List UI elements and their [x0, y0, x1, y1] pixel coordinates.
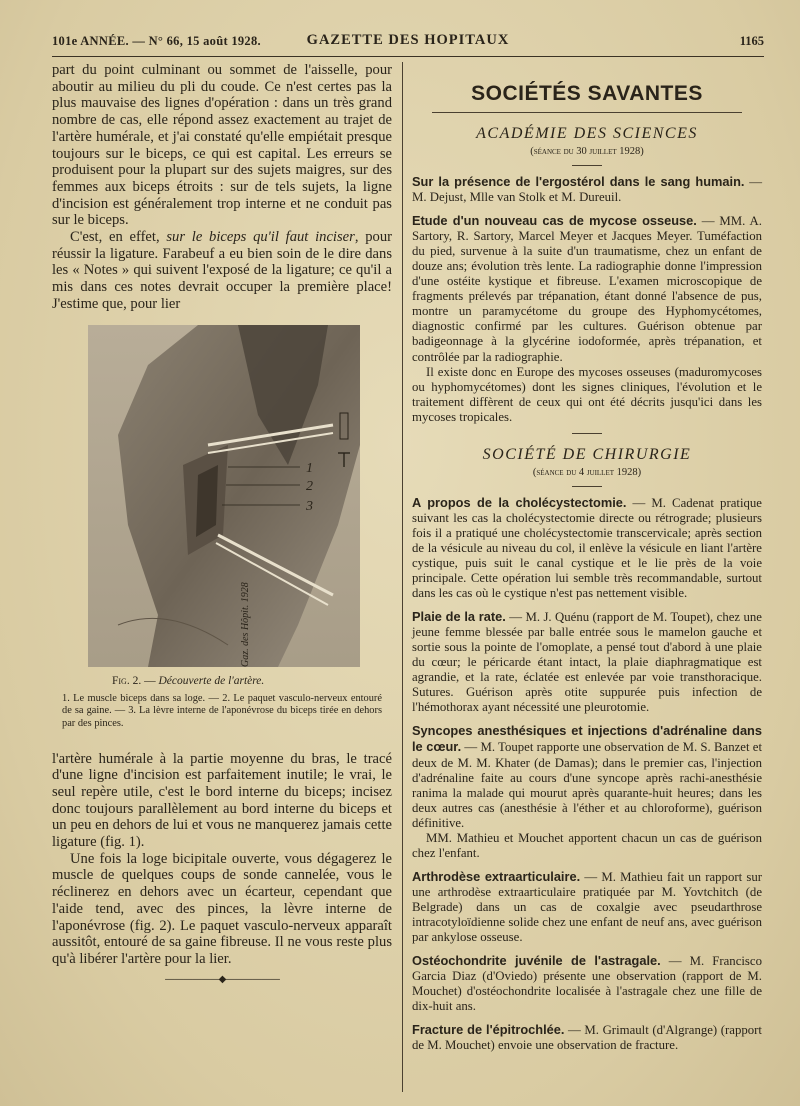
academie-item: Sur la présence de l'ergostérol dans le sang humain. — M. Dejust, Mlle van Stolk et M. Dureuil. [412, 174, 762, 205]
academie-item: Etude d'un nouveau cas de mycose osseuse. — MM. A. Sartory, R. Sartory, Marcel Meyer et Jacques Meyer. Tuméfaction du pied, survenue à la suite d'un traumatisme, chez un enfant de douze ans; évolution très lente. La radiographie donne l'impression d'une ostéite kystique et fibreuse. L'examen microscopique de fragments prélevés par trépanation, étant donné l'absence de pus, montre un paramycétome du groupe des Hyphomycétomes, diagnostic confirmé par les cultures. Guérison obtenue par badigeonnage à la glycérine iodoformée, après trépanation, et contrôlée par la radiographie. [412, 213, 762, 364]
figure-label-3: 3 [306, 498, 313, 514]
chirurgie-item: Syncopes anesthésiques et injections d'adrénaline dans le cœur. — M. Toupet rapporte une observation de M. S. Banzet et deux de M. M. Khater (de Damas); dans le premier cas, l'injection d'adrénaline faite au cours d'une syncope après rachi-anesthésie ranima la malade qui mourut après quarante-huit heures; dans les deux autres cas (anesthésie à l'éther et au chloroforme), guérison définitive. [412, 723, 762, 830]
journal-title: GAZETTE DES HOPITAUX [306, 32, 510, 48]
column-divider [402, 62, 403, 1092]
academie-item: Il existe donc en Europe des mycoses osseuses (maduromycoses ou hyphomycétomes) dont les signes cliniques, l'évolution et le traitement diffèrent de ceux qui ont été décrits jusqu'ici dans les mycoses tropicales. [412, 364, 762, 424]
end-ornament: ——————◆—————— [164, 973, 280, 985]
header-rule [52, 56, 764, 57]
dissection-illustration [88, 325, 360, 667]
figure-label-1: 1 [306, 460, 313, 476]
academie-seance: (séance du 30 juillet 1928) [530, 146, 644, 157]
figure-arm-dissection [52, 321, 392, 751]
page-number: 1165 [739, 34, 764, 48]
chirurgie-item: Fracture de l'épitrochlée. — M. Grimault (d'Algrange) (rapport de M. Mouchet) envoie une observation de fracture. [412, 1022, 762, 1053]
issue-info: 101e ANNÉE. — N° 66, 15 août 1928. [52, 34, 261, 48]
figure-legend: 1. Le muscle biceps dans sa loge. — 2. Le paquet vasculo-nerveux entouré de sa gaine. — 3. La lèvre interne de l'aponévrose du biceps tirée en dehors par des pinces. [62, 692, 382, 729]
figure-caption: Fig. 2. — Découverte de l'artère. [112, 674, 265, 687]
figure-number: Fig. 2. [112, 674, 142, 687]
chirurgie-item: Ostéochondrite juvénile de l'astragale. — M. Francisco Garcia Diaz (d'Oviedo) présente une observation (rapport de M. Mouchet) d'ostéochondrite localisée à l'astragale chez une fille de dix-huit ans. [412, 953, 762, 1014]
chirurgie-item: A propos de la cholécystectomie. — M. Cadenat pratique suivant les cas la cholécystectomie directe ou rétrograde; plusieurs fois il a pratiqué une cholécystectomie transcervicale; après section de la vésicule au niveau du col, il enlève la vésicule en liant l'artère cystique, puis suit le canal cystique et le lie près de la voie principale. Cette opération lui semble très recommandable, surtout dans les cas où le cystique n'est pas nettement visible. [412, 494, 762, 601]
page-header [52, 30, 764, 54]
right-column [412, 62, 762, 1053]
short-rule [572, 486, 602, 487]
chirurgie-item: Plaie de la rate. — M. J. Quénu (rapport de M. Toupet), chez une jeune femme blessée par balle entrée sous le mamelon gauche et sortie sous la pointe de l'omoplate, a pensé tout d'abord à une plaie du cœur; le péricarde étant intact, la plaie diaphragmatique est agrandie, et la rate, éclatée est enlevée par voie transthoracique. Sutures. Guérison après otite suppurée puis infection de l'hémothorax ayant nécessité une pleurotomie. [412, 609, 762, 715]
left-column [52, 62, 392, 985]
academie-title: ACADÉMIE DES SCIENCES [476, 125, 698, 142]
paragraph: Une fois la loge bicipitale ouverte, vous dégagerez le muscle de quelques coups de sonde cannelée, vous le réclinerez en dehors avec un écarteur, cependant que l'aide tend, avec des pinces, la lèvre interne de l'aponévrose (fig. 2). Le paquet vasculo-nerveux apparaît aussitôt, entouré de sa gaine fibreuse. Il ne vous reste plus qu'à libérer l'artère pour la lier. [52, 850, 392, 967]
figure-title: Découverte de l'artère. [158, 674, 265, 687]
paragraph: l'artère humérale à la partie moyenne du bras, le tracé d'une ligne d'incision est parfaitement inutile; le vrai, le seul repère utile, c'est le bord interne du biceps; incisez donc toujours parallèlement au bord interne du biceps et un peu en dehors de lui et vous ne manquerez jamais cette ligature (fig. 1). [52, 750, 392, 851]
paragraph: part du point culminant ou sommet de l'aisselle, pour aboutir au milieu du pli du coude. Ce n'est certes pas la plus mauvaise des lignes d'opération : dans un très grand nombre de cas, elle répond assez exactement au trajet de l'artère humérale, et j'ai constaté qu'elle empiétait presque toujours sur le biceps, ce qui est capital. Les erreurs se produisent pour la plupart sur des sujets maigres, sur des femmes aux biceps étroits : sur de tels sujets, la ligne d'incision est généralement trop interne et ne conduit pas sur le biceps. [52, 62, 392, 229]
short-rule [572, 433, 602, 434]
section-rule [432, 112, 742, 113]
section-title: SOCIÉTÉS SAVANTES [471, 82, 703, 105]
chirurgie-item: Arthrodèse extraarticulaire. — M. Mathieu fait un rapport sur une arthrodèse extraarticulaire pratiquée par M. Yovtchitch (de Belgrade) dans un cas de coxalgie avec pseudarthrose intracotyloïdienne solide chez une enfant de neuf ans, avec guérison par ankylose osseuse. [412, 868, 762, 945]
figure-label-2: 2 [306, 478, 313, 494]
chirurgie-title: SOCIÉTÉ DE CHIRURGIE [482, 445, 692, 463]
chirurgie-seance: (séance du 4 juillet 1928) [532, 466, 642, 478]
chirurgie-item: MM. Mathieu et Mouchet apportent chacun un cas de guérison chez l'enfant. [412, 830, 762, 860]
short-rule [572, 165, 602, 166]
figure-stamp: Gaz. des Hôpit. 1928 [240, 581, 251, 667]
paragraph: C'est, en effet, sur le biceps qu'il faut inciser, pour réussir la ligature. Farabeuf a eu bien soin de le dire dans les « Notes » qui suivent l'exposé de la ligature; ce qu'il a mis dans ces notes devrait occuper la première place! J'estime que, pour lier [52, 229, 392, 312]
